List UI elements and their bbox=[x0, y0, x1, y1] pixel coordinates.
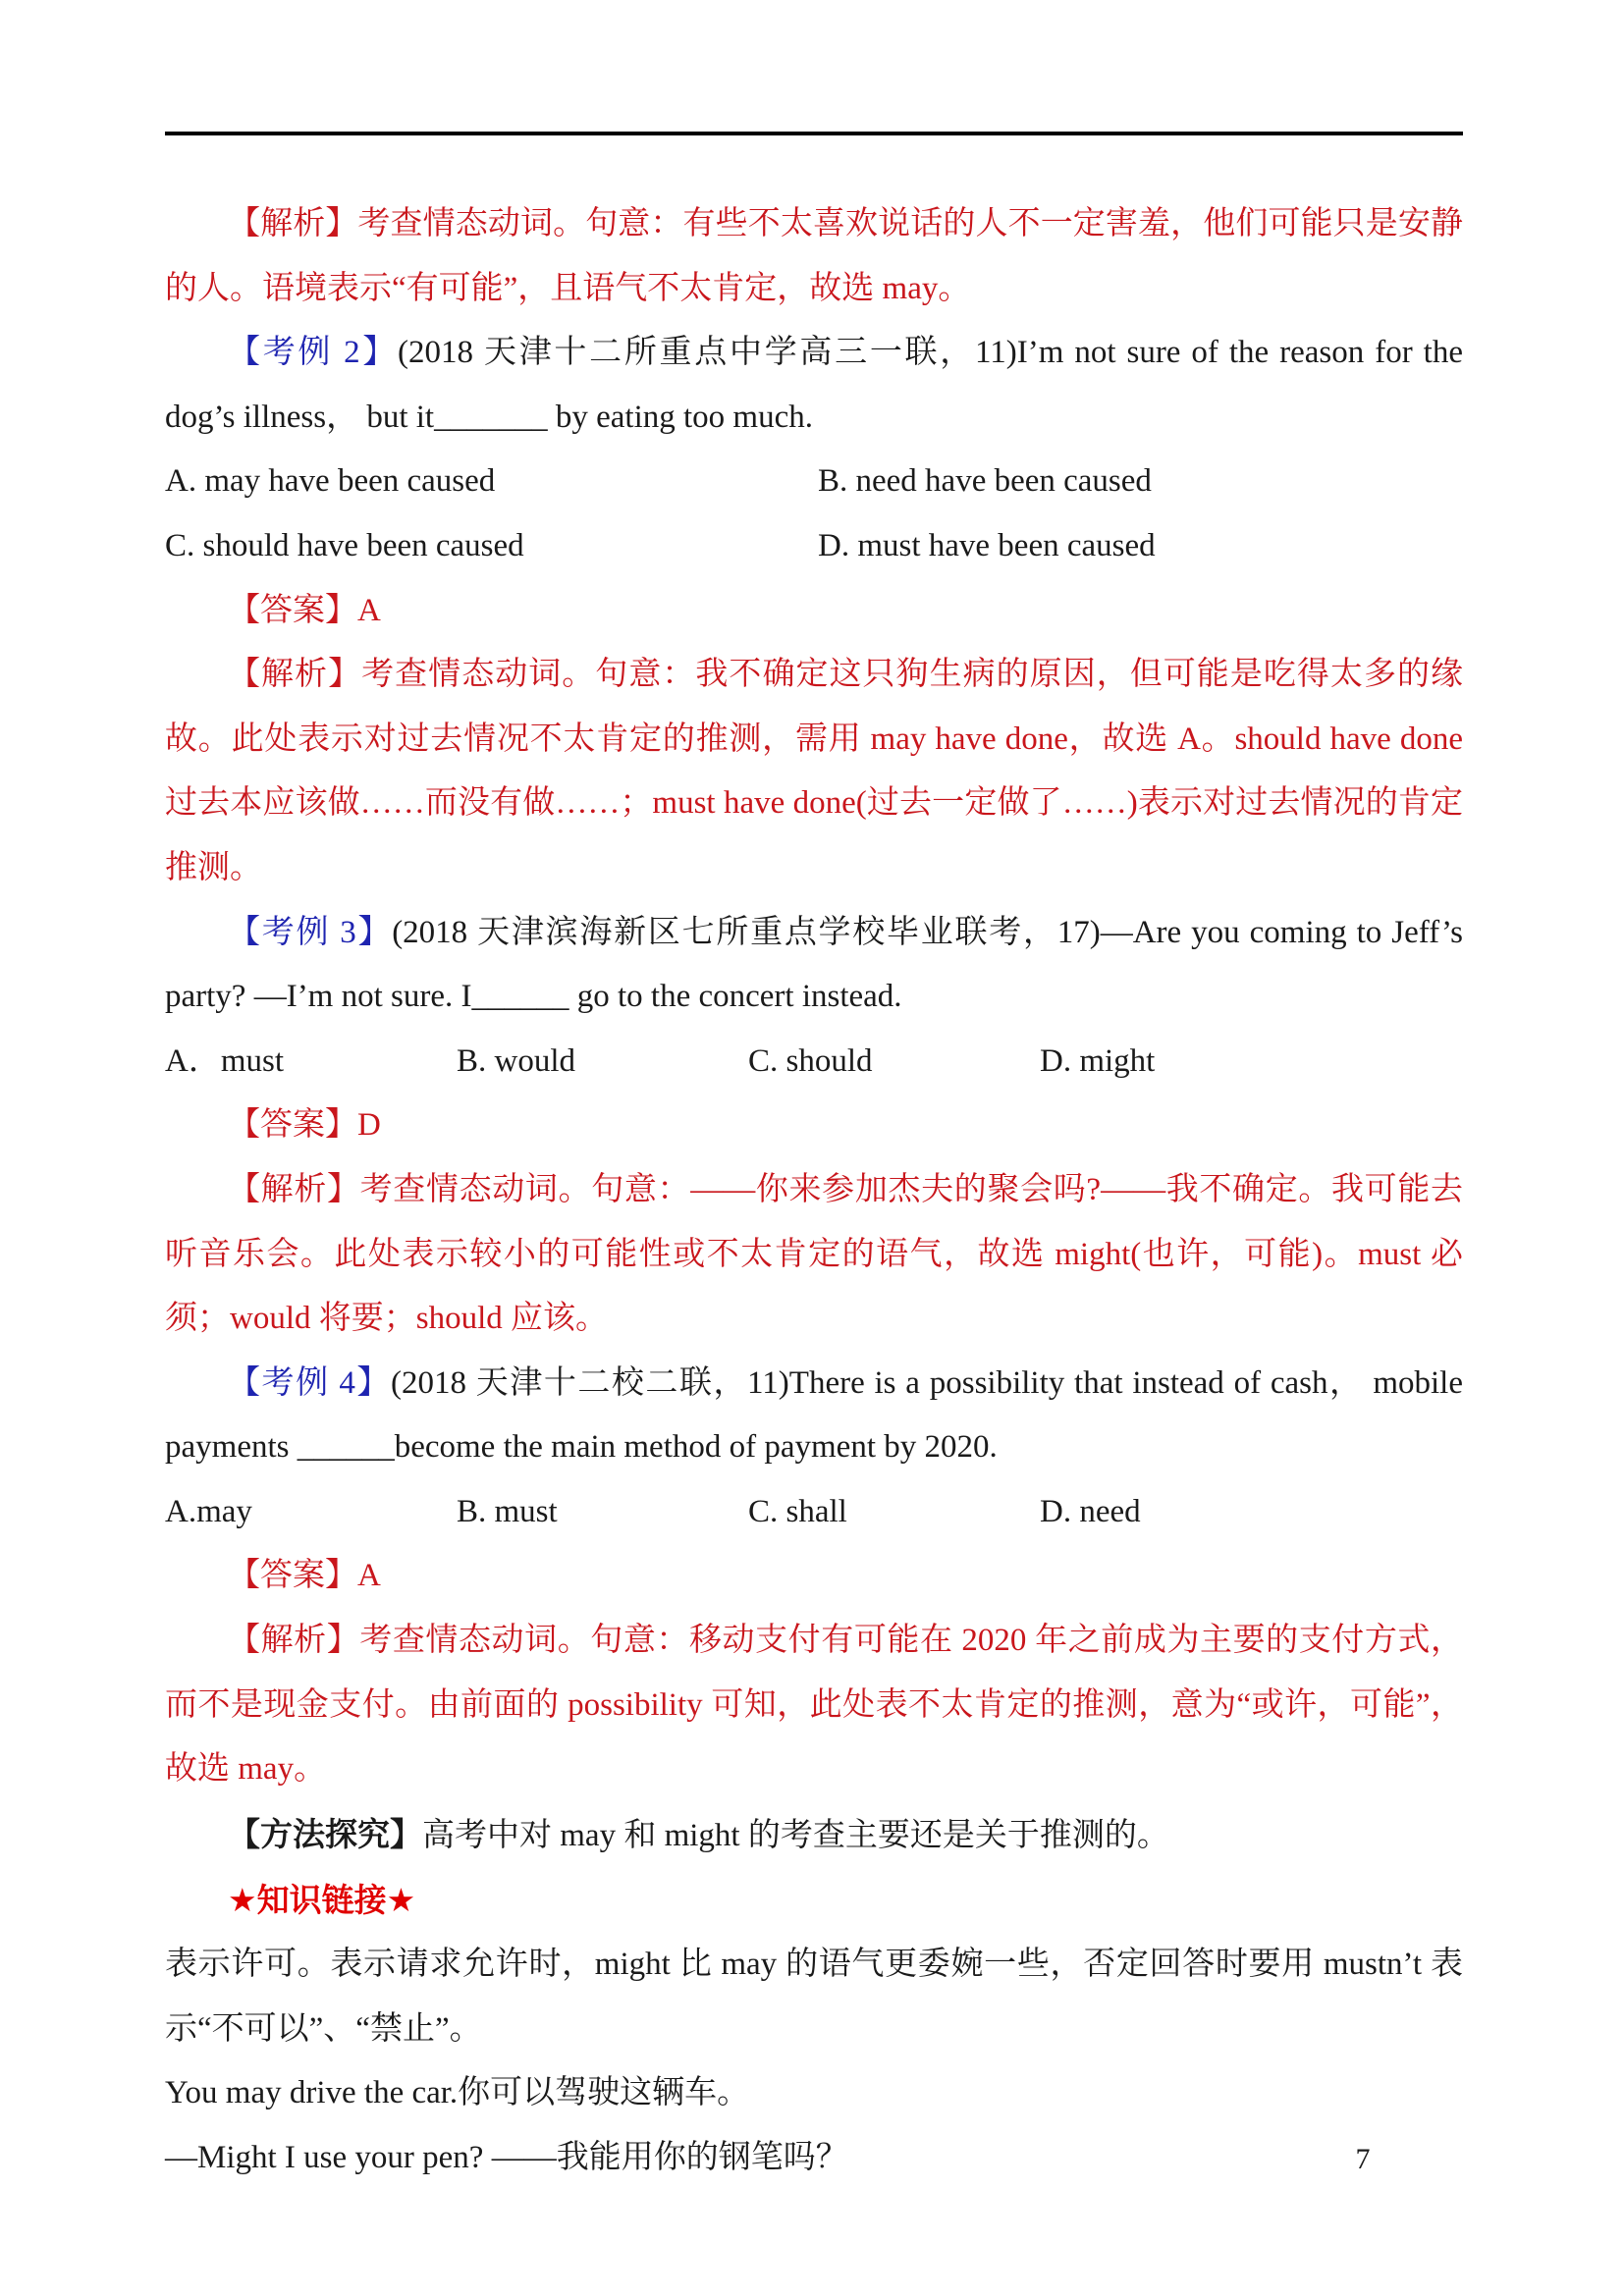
option-d: D. need bbox=[1040, 1493, 1141, 1529]
example-4-stem bbox=[165, 1352, 1463, 1480]
option-b: B. need have been caused bbox=[818, 463, 1152, 500]
option-b: B. must bbox=[457, 1493, 558, 1529]
method-exploration-label: 【方法探究】 bbox=[228, 1815, 422, 1852]
page-number: 7 bbox=[1355, 2143, 1371, 2175]
example-3-analysis: 【解析】考查情态动词。句意：——你来参加杰夫的聚会吗?——我不确定。我可能去听音乐会。此处表示较小的可能性或不太肯定的语气，故选 might(也许，可能)。must 必须；would 将要；should 应该。 bbox=[165, 1171, 1463, 1337]
example-4-answer: 【答案】A bbox=[228, 1558, 381, 1594]
option-c: C. should have been caused bbox=[165, 527, 524, 563]
example-4-analysis: 【解析】考查情态动词。句意：移动支付有可能在 2020 年之前成为主要的支付方式，而不是现金支付。由前面的 possibility 可知，此处表不太肯定的推测，意为“或许，可能”，故选 may。 bbox=[165, 1623, 1463, 1788]
option-a: A．must bbox=[165, 1042, 285, 1079]
knowledge-link-body: 表示许可。表示请求允许时，might 比 may 的语气更委婉一些，否定回答时要用 mustn’t 表示“不可以”、“禁止”。 bbox=[165, 1947, 1463, 2047]
example-3-stem bbox=[165, 901, 1463, 1030]
analysis-paragraph: 【解析】考查情态动词。句意：有些不太喜欢说话的人不一定害羞，他们可能只是安静的人。语境表示“有可能”，且语气不太肯定，故选 may。 bbox=[165, 206, 1463, 306]
example-4-options-row bbox=[165, 1480, 1463, 1545]
example-2-options-row-2 bbox=[165, 514, 1463, 579]
option-b: B. would bbox=[457, 1042, 576, 1079]
method-exploration bbox=[165, 1802, 1463, 1869]
example-2-options-row-1 bbox=[165, 450, 1463, 514]
option-c: C. should bbox=[748, 1042, 873, 1079]
example-3-answer: 【答案】D bbox=[228, 1107, 381, 1144]
header-rule bbox=[165, 132, 1463, 135]
knowledge-link-heading: ★知识链接★ bbox=[228, 1882, 416, 1919]
document-body bbox=[165, 192, 1463, 2190]
option-d: D. must have been caused bbox=[818, 527, 1156, 563]
example-4-label: 【考例 4】 bbox=[228, 1364, 391, 1401]
example-4-question: (2018 天津十二校二联，11)There is a possibility that instead of cash， mobile payments ______become the main method of payment by 2020. bbox=[165, 1364, 1463, 1466]
knowledge-example-2: —Might I use your pen? ——我能用你的钢笔吗？ bbox=[165, 2139, 848, 2175]
example-3-label: 【考例 3】 bbox=[228, 914, 393, 950]
example-2-stem bbox=[165, 321, 1463, 450]
example-2-answer: 【答案】A bbox=[228, 592, 381, 628]
example-3-question: (2018 天津滨海新区七所重点学校毕业联考，17)—Are you coming to Jeff’s party? —I’m not sure. I______ go to the concert instead. bbox=[165, 914, 1463, 1015]
knowledge-example-1: You may drive the car.你可以驾驶这辆车。 bbox=[165, 2075, 750, 2111]
option-c: C. shall bbox=[748, 1493, 847, 1529]
option-d: D. might bbox=[1040, 1042, 1156, 1079]
option-a: A.may bbox=[165, 1493, 252, 1529]
example-2-analysis: 【解析】考查情态动词。句意：我不确定这只狗生病的原因，但可能是吃得太多的缘故。此处表示对过去情况不太肯定的推测，需用 may have done，故选 A。should have done 过去本应该做……而没有做……；must have done(过去一定做了……)表示对过去情况的肯定推测。 bbox=[165, 657, 1463, 885]
option-a: A. may have been caused bbox=[165, 463, 496, 500]
example-2-label: 【考例 2】 bbox=[228, 335, 399, 371]
example-3-options-row bbox=[165, 1030, 1463, 1095]
example-2-question: (2018 天津十二所重点中学高三一联，11)I’m not sure of the reason for the dog’s illness， but it_______ by eating too much. bbox=[165, 335, 1463, 435]
method-exploration-text: 高考中对 may 和 might 的考查主要还是关于推测的。 bbox=[422, 1817, 1169, 1853]
